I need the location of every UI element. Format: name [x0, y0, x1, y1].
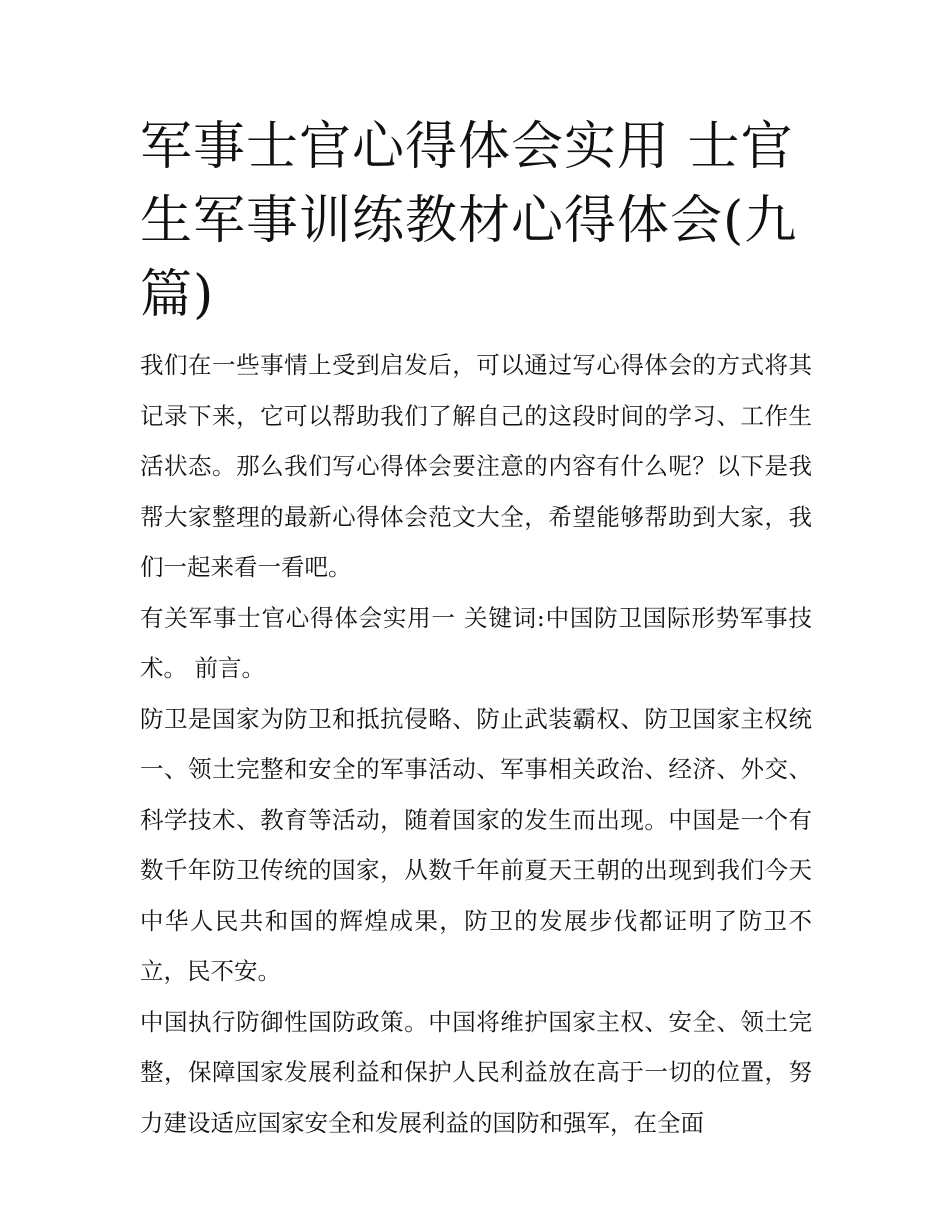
- document-title: 军事士官心得体会实用 士官生军事训练教材心得体会(九篇): [140, 117, 798, 325]
- paragraph-intro: 我们在一些事情上受到启发后，可以通过写心得体会的方式将其记录下来，它可以帮助我们了解自己的这段时间的学习、工作生活状态。那么我们写心得体会要注意的内容有什么呢？以下是我帮大家整理的最新心得体会范文大全，希望能够帮助到大家，我们一起来看一看吧。: [140, 351, 812, 581]
- paragraph-defense-policy: 中国执行防御性国防政策。中国将维护国家主权、安全、领土完整，保障国家发展利益和保护人民利益放在高于一切的位置，努力建设适应国家安全和发展利益的国防和强军，在全面: [140, 1007, 812, 1137]
- paragraph-keywords: 有关军事士官心得体会实用一 关键词:中国防卫国际形势军事技术。 前言。: [140, 603, 812, 682]
- document-page: [140, 110, 812, 1148]
- paragraph-defense-definition: 防卫是国家为防卫和抵抗侵略、防止武装霸权、防卫国家主权统一、领土完整和安全的军事活动、军事相关政治、经济、外交、科学技术、教育等活动，随着国家的发生而出现。中国是一个有数千年防卫传统的国家，从数千年前夏天王朝的出现到我们今天中华人民共和国的辉煌成果，防卫的发展步伐都证明了防卫不立，民不安。: [140, 704, 812, 985]
